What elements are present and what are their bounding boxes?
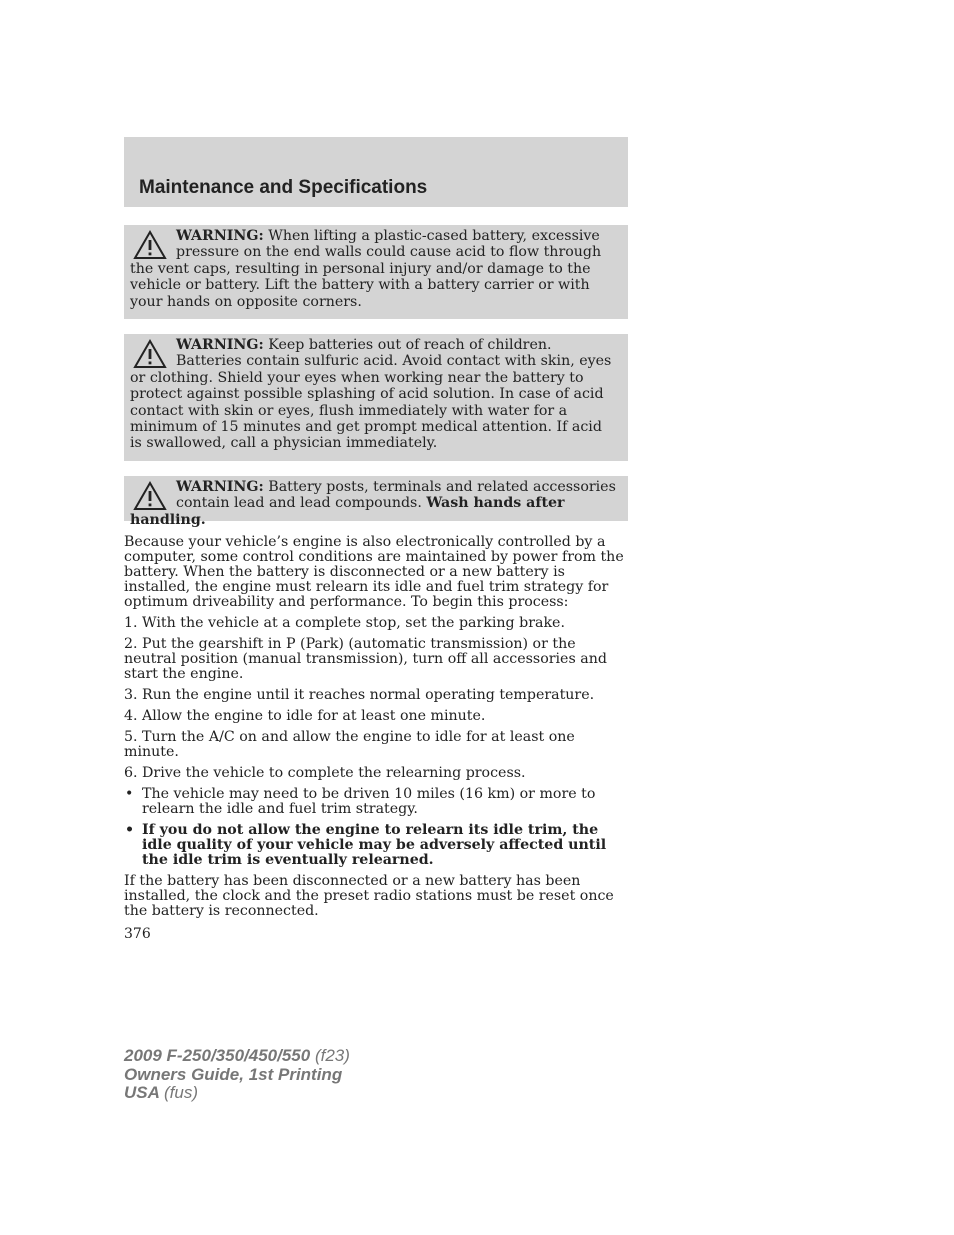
warning-emphasis: Wash hands after handling.	[130, 495, 565, 528]
step-item: 4. Allow the engine to idle for at least one minute.	[124, 708, 486, 724]
section-title: Maintenance and Specifications	[139, 177, 428, 198]
warning-box-1	[124, 225, 628, 319]
warning-triangle-icon	[133, 481, 167, 511]
footer-model: 2009 F-250/350/450/550	[124, 1046, 311, 1065]
step-item: 2. Put the gearshift in P (Park) (automatic transmission) or the neutral position (manual transmission), turn off all accessories and start the engine.	[124, 636, 607, 682]
bullet-marker: •	[125, 786, 134, 802]
bullet-item-bold	[124, 823, 630, 868]
footer-model-code: (f23)	[314, 1046, 350, 1065]
page-number: 376	[124, 926, 151, 942]
step-item: 6. Drive the vehicle to complete the relearning process.	[124, 765, 526, 781]
warning-label: WARNING:	[176, 337, 264, 353]
warning-text: Keep batteries out of reach of children. Batteries contain sulfuric acid. Avoid contact with skin, eyes or clothing. Shield your eyes when working near the battery to protect against possible splashing of acid solution. In case of acid contact with skin or eyes, flush immediately with water for a minimum of 15 minutes and get prompt medical attention. If acid is swallowed, call a physician immediately.	[130, 337, 612, 452]
intro-paragraph: Because your vehicle’s engine is also electronically controlled by a computer, some control conditions are maintained by power from the battery. When the battery is disconnected or a new battery is installed, the engine must relearn its idle and fuel trim strategy for optimum driveability and performance. To begin this process:	[124, 534, 624, 610]
footer-imprint	[124, 1047, 350, 1103]
section-header	[124, 137, 628, 207]
footer-market-code: (fus)	[164, 1083, 198, 1102]
closing-paragraph: If the battery has been disconnected or a new battery has been installed, the clock and the preset radio stations must be reset once the battery is reconnected.	[124, 873, 614, 919]
footer-edition: Owners Guide, 1st Printing	[124, 1064, 343, 1084]
body-content	[124, 535, 630, 925]
step-item: 1. With the vehicle at a complete stop, set the parking brake.	[124, 615, 565, 631]
warning-triangle-icon	[133, 339, 167, 369]
warning-box-2	[124, 334, 628, 461]
warning-label: WARNING:	[176, 479, 264, 495]
warning-box-3	[124, 476, 628, 528]
bullet-item	[124, 787, 630, 817]
step-item: 5. Turn the A/C on and allow the engine to idle for at least one minute.	[124, 729, 575, 760]
bullet-text: If you do not allow the engine to relearn its idle trim, the idle quality of your vehicle may be adversely affected until the idle trim is eventually relearned.	[142, 822, 607, 868]
step-item: 3. Run the engine until it reaches normal operating temperature.	[124, 687, 595, 703]
warning-triangle-icon	[133, 230, 167, 260]
bullet-text: The vehicle may need to be driven 10 miles (16 km) or more to relearn the idle and fuel trim strategy.	[142, 786, 596, 817]
bullet-marker: •	[125, 822, 135, 838]
warning-label: WARNING:	[176, 228, 264, 244]
warning-text: When lifting a plastic-cased battery, excessive pressure on the end walls could cause acid to flow through the vent caps, resulting in personal injury and/or damage to the vehicle or battery. Lift the battery with a battery carrier or with your hands on opposite corners.	[130, 228, 602, 310]
warning-text: Battery posts, terminals and related accessories contain lead and lead compounds.	[176, 479, 616, 512]
footer-market: USA	[124, 1083, 160, 1102]
